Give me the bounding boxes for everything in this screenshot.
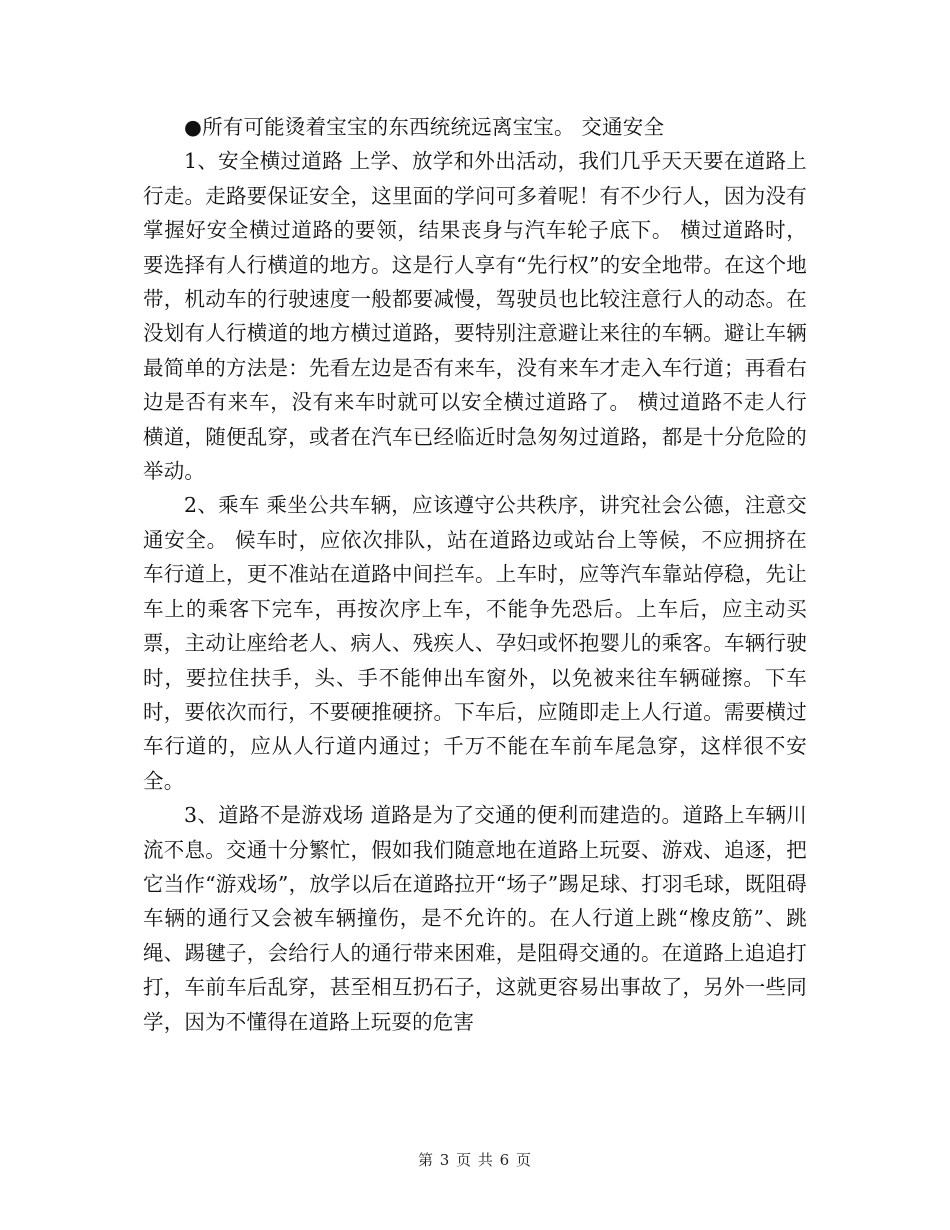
paragraph-road-not-playground: 3、道路不是游戏场 道路是为了交通的便利而建造的。道路上车辆川流不息。交通十分繁忙，假如我们随意地在道路上玩耍、游戏、追逐，把它当作“游戏场”，放学以后在道路拉开“场子”踢足球、打羽毛球，既阻碍车辆的通行又会被车辆撞伤，是不允许的。在人行道上跳“橡皮筋”、跳绳、踢毽子，会给行人的通行带来困难，是阻碍交通的。在道路上追追打打，车前车后乱穿，甚至相互扔石子，这就更容易出事故了，另外一些同学，因为不懂得在道路上玩耍的危害: [143, 803, 807, 1034]
paragraph-bullet-traffic-safety: ●所有可能烫着宝宝的东西统统远离宝宝。 交通安全: [184, 115, 665, 139]
document-body: [143, 110, 807, 1039]
paragraph-crossing-road: 1、安全横过道路 上学、放学和外出活动，我们几乎天天要在道路上行走。走路要保证安全，这里面的学问可多着呢！有不少行人，因为没有掌握好安全横过道路的要领，结果丧身与汽车轮子底下。 横过道路时，要选择有人行横道的地方。这是行人享有“先行权”的安全地带。在这个地带，机动车的行驶速度一般都要减慢，驾驶员也比较注意行人的动态。在没划有人行横道的地方横过道路，要特别注意避让来往的车辆。避让车辆最简单的方法是：先看左边是否有来车，没有来车才走入车行道；再看右边是否有来车，没有来车时就可以安全横过道路了。 横过道路不走人行横道，随便乱穿，或者在汽车已经临近时急匆匆过道路，都是十分危险的举动。: [143, 149, 807, 484]
page-number-footer: 第 3 页 共 6 页: [418, 1151, 532, 1169]
paragraph-riding-bus: 2、乘车 乘坐公共车辆，应该遵守公共秩序，讲究社会公德，注意交通安全。 候车时，应依次排队，站在道路边或站台上等候，不应拥挤在车行道上，更不准站在道路中间拦车。上车时，应等汽车靠站停稳，先让车上的乘客下完车，再按次序上车，不能争先恐后。上车后，应主动买票，主动让座给老人、病人、残疾人、孕妇或怀抱婴儿的乘客。车辆行驶时，要拉住扶手，头、手不能伸出车窗外，以免被来往车辆碰擦。下车时，要依次而行，不要硬推硬挤。下车后，应随即走上人行道。需要横过车行道的，应从人行道内通过；千万不能在车前车尾急穿，这样很不安全。: [143, 493, 807, 793]
